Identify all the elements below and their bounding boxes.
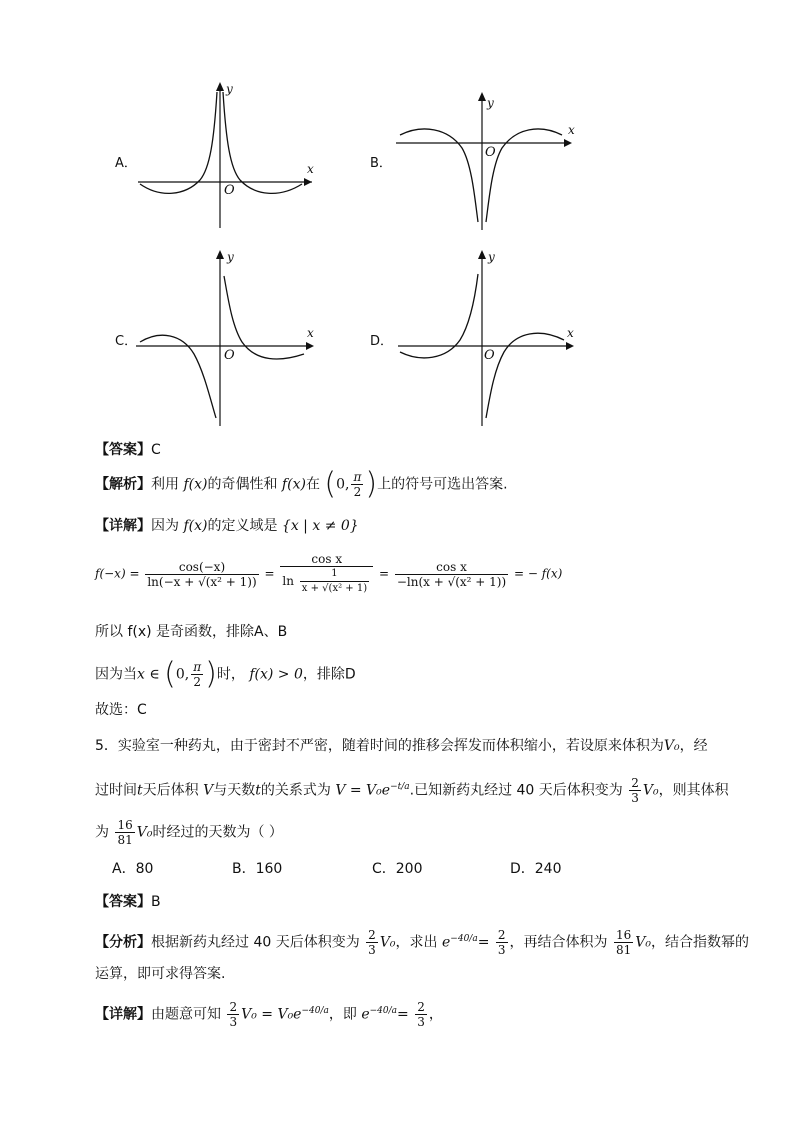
x-axis-arrow [564, 139, 572, 147]
interval-left: 0, [336, 476, 350, 493]
x-axis-arrow [306, 342, 314, 350]
option-b: B．160 [232, 861, 283, 877]
q4-analysis: 【解析】利用 f(x)的奇偶性和 f(x)在 (0, $\frac{\pi}{2}$ )上的符号可选出答案. [95, 466, 508, 502]
x-label: x [307, 326, 314, 340]
q4-odd: 所以 f(x) 是奇函数，排除A、B [95, 624, 288, 640]
option-c: C．200 [372, 861, 423, 877]
fx: f(x) [281, 476, 306, 493]
eq-frac-3: $\frac{\text{cos x}}{\text{−ln(x + √(x² + 1))}}$ [396, 559, 507, 589]
x-label: x [567, 326, 574, 340]
q4-when: 因为当x ∈ (0, $\frac{\pi}{2}$ )时， f(x) > 0，排除D [95, 656, 356, 692]
option-a: A．80 [112, 861, 154, 877]
curve-left [400, 274, 478, 358]
answer-value: C [151, 442, 161, 458]
origin-label: O [485, 145, 496, 160]
q4-answer [95, 440, 161, 460]
eq-rhs: = − f(x) [514, 566, 563, 581]
y-label: y [227, 250, 234, 264]
eq-frac-2: cos x ln $\frac{1}{\text{x + √(x² + 1)}}$ [280, 552, 373, 596]
graph-c-svg [130, 248, 320, 428]
q4-equation: f(−x) = $\frac{\cos(-x)}{\text{ln(−x + √(x² + 1))}}$ = cos x ln $\frac{1}{\text{x + √(x² + 1)}}$ = $\frac{\text{cos x}}{\text{−ln(x + √(x² + 1))}}$ = − f(x) [95, 552, 563, 594]
q4-choose: 故选：C [95, 702, 147, 718]
y-label: y [487, 96, 494, 110]
q5-line3: 为 $\frac{16}{81}$ V₀时经过的天数为（ ） [95, 818, 283, 847]
option-b-label: B． [370, 156, 392, 171]
eq-lhs: f(−x) = [95, 566, 140, 581]
graph-b-svg [390, 90, 580, 235]
curve-right [223, 92, 302, 193]
curve-left [140, 92, 217, 193]
detail-text: 的定义域是 [207, 518, 278, 534]
x-axis-arrow [304, 178, 312, 186]
option-d-label: D． [370, 334, 394, 349]
x-label: x [307, 162, 314, 176]
origin-label: O [484, 348, 495, 363]
graph-d-svg [390, 248, 580, 428]
detail-tag: 【详解】 [95, 518, 151, 534]
q5-analysis-2: 运算，即可求得答案. [95, 966, 226, 982]
y-axis-arrow [478, 250, 486, 259]
analysis-text: 的奇偶性和 [207, 476, 278, 493]
q5-line2: 过时间t天后体积 V与天数t的关系式为 $V = V_0e^{-t/a}$.已知新药丸经过 40 天后体积变为 $\frac{2}{3}$ V₀，则其体积 [95, 776, 729, 805]
graph-a-svg [130, 80, 320, 230]
option-d: D．240 [510, 861, 562, 877]
q4-detail [95, 516, 359, 536]
analysis-tag: 【解析】 [95, 476, 151, 493]
q5-detail: 【详解】由题意可知 $\frac{2}{3}$ $V_0 = V_0e^{-40/a}$，即 $e^{-40/a}=$ $\frac{2}{3}$ ， [95, 1000, 443, 1029]
pi-over-2: $\frac{\pi}{2}$ [353, 470, 362, 499]
graph-c [130, 248, 320, 428]
x-axis-arrow [566, 342, 574, 350]
q5-line1: 5．实验室一种药丸，由于密封不严密，随着时间的推移会挥发而体积缩小，若设原来体积为V₀，经 [95, 738, 708, 754]
y-label: y [488, 250, 495, 264]
analysis-text: 利用 [151, 476, 179, 493]
domain-set: {x | x ≠ 0} [281, 518, 359, 534]
option-a-label: A． [115, 156, 137, 171]
option-c-label: C． [115, 334, 138, 349]
origin-label: O [224, 348, 235, 363]
y-label: y [226, 82, 233, 96]
analysis-text: 上的符号可选出答案. [377, 476, 508, 493]
graph-b [390, 90, 580, 235]
graph-a [130, 80, 320, 230]
q5-answer: 【答案】B [95, 894, 161, 910]
graph-d [390, 248, 580, 428]
x-label: x [568, 123, 575, 137]
fx: f(x) [183, 518, 208, 534]
eq-frac-1: $\frac{\cos(-x)}{\text{ln(−x + √(x² + 1))}}$ [147, 559, 257, 589]
answer-tag: 【答案】 [95, 442, 151, 458]
q5-analysis: 【分析】根据新药丸经过 40 天后体积变为 $\frac{2}{3}$ V₀，求出 $e^{-40/a}=$ $\frac{2}{3}$ ，再结合体积为 $\frac{16}{81}$ V₀，结合指数幂的 [95, 928, 749, 957]
fx: f(x) [183, 476, 208, 493]
y-axis-arrow [478, 92, 486, 101]
origin-label: O [224, 183, 235, 198]
analysis-text: 在 [305, 476, 320, 493]
curve-left [140, 335, 216, 418]
y-axis-arrow [216, 250, 224, 259]
detail-text: 因为 [151, 518, 179, 534]
y-axis-arrow [216, 82, 224, 91]
